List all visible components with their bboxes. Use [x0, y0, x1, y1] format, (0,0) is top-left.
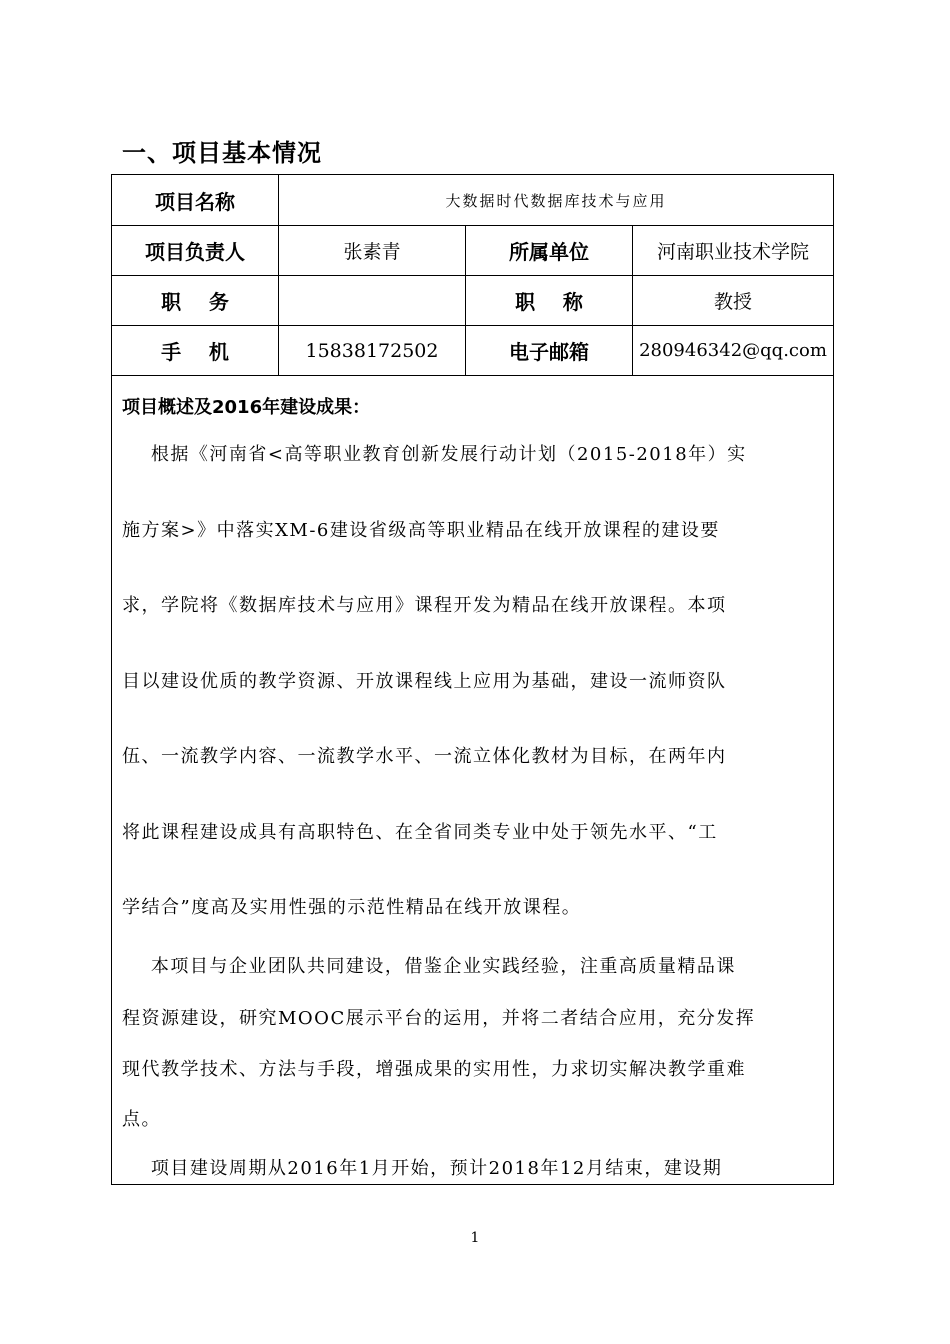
leader-label: 项目负责人 — [145, 240, 245, 264]
phone-value: 15838172502 — [278, 326, 465, 375]
summary-line: 将此课程建设成具有高职特色、在全省同类专业中处于领先水平、“工 — [122, 822, 718, 843]
project-info-table — [111, 174, 834, 1185]
row-project-name — [112, 175, 833, 226]
email-label: 电子邮箱 — [465, 326, 632, 375]
summary-line: 伍、一流教学内容、一流教学水平、一流立体化教材为目标，在两年内 — [122, 746, 727, 767]
page-number: 1 — [470, 1230, 480, 1246]
project-name-label: 项目名称 — [155, 189, 235, 214]
summary-heading: 项目概述及2016年建设成果： — [122, 397, 371, 418]
project-name-value: 大数据时代数据库技术与应用 — [278, 175, 833, 225]
position-value — [278, 276, 465, 325]
summary-line: 目以建设优质的教学资源、开放课程线上应用为基础，建设一流师资队 — [122, 671, 727, 692]
summary-line: 学结合”度高及实用性强的示范性精品在线开放课程。 — [122, 897, 582, 918]
row-leader — [112, 226, 833, 276]
row-phone — [112, 326, 833, 376]
summary-line: 项目建设周期从2016年1月开始，预计2018年12月结束，建设期 — [122, 1158, 723, 1179]
unit-label: 所属单位 — [465, 226, 632, 275]
row-position — [112, 276, 833, 326]
summary-line: 施方案>》中落实XM-6建设省级高等职业精品在线开放课程的建设要 — [122, 520, 720, 541]
leader-value: 张素青 — [278, 226, 465, 275]
summary-line: 点。 — [122, 1109, 161, 1130]
section-heading: 一、项目基本情况 — [122, 139, 322, 167]
summary-line: 求，学院将《数据库技术与应用》课程开发为精品在线开放课程。本项 — [122, 595, 727, 616]
phone-label: 手 机 — [161, 340, 229, 364]
title-label: 职 称 — [465, 276, 632, 325]
summary-line: 根据《河南省<高等职业教育创新发展行动计划（2015-2018年）实 — [122, 444, 747, 465]
summary-line: 本项目与企业团队共同建设，借鉴企业实践经验，注重高质量精品课 — [122, 956, 736, 977]
email-value: 280946342@qq.com — [632, 326, 833, 375]
title-value: 教授 — [632, 276, 833, 325]
summary-line: 现代教学技术、方法与手段，增强成果的实用性，力求切实解决教学重难 — [122, 1059, 746, 1080]
unit-value: 河南职业技术学院 — [632, 226, 833, 275]
summary-line: 程资源建设，研究MOOC展示平台的运用，并将二者结合应用，充分发挥 — [122, 1008, 756, 1029]
position-label: 职 务 — [161, 290, 229, 314]
